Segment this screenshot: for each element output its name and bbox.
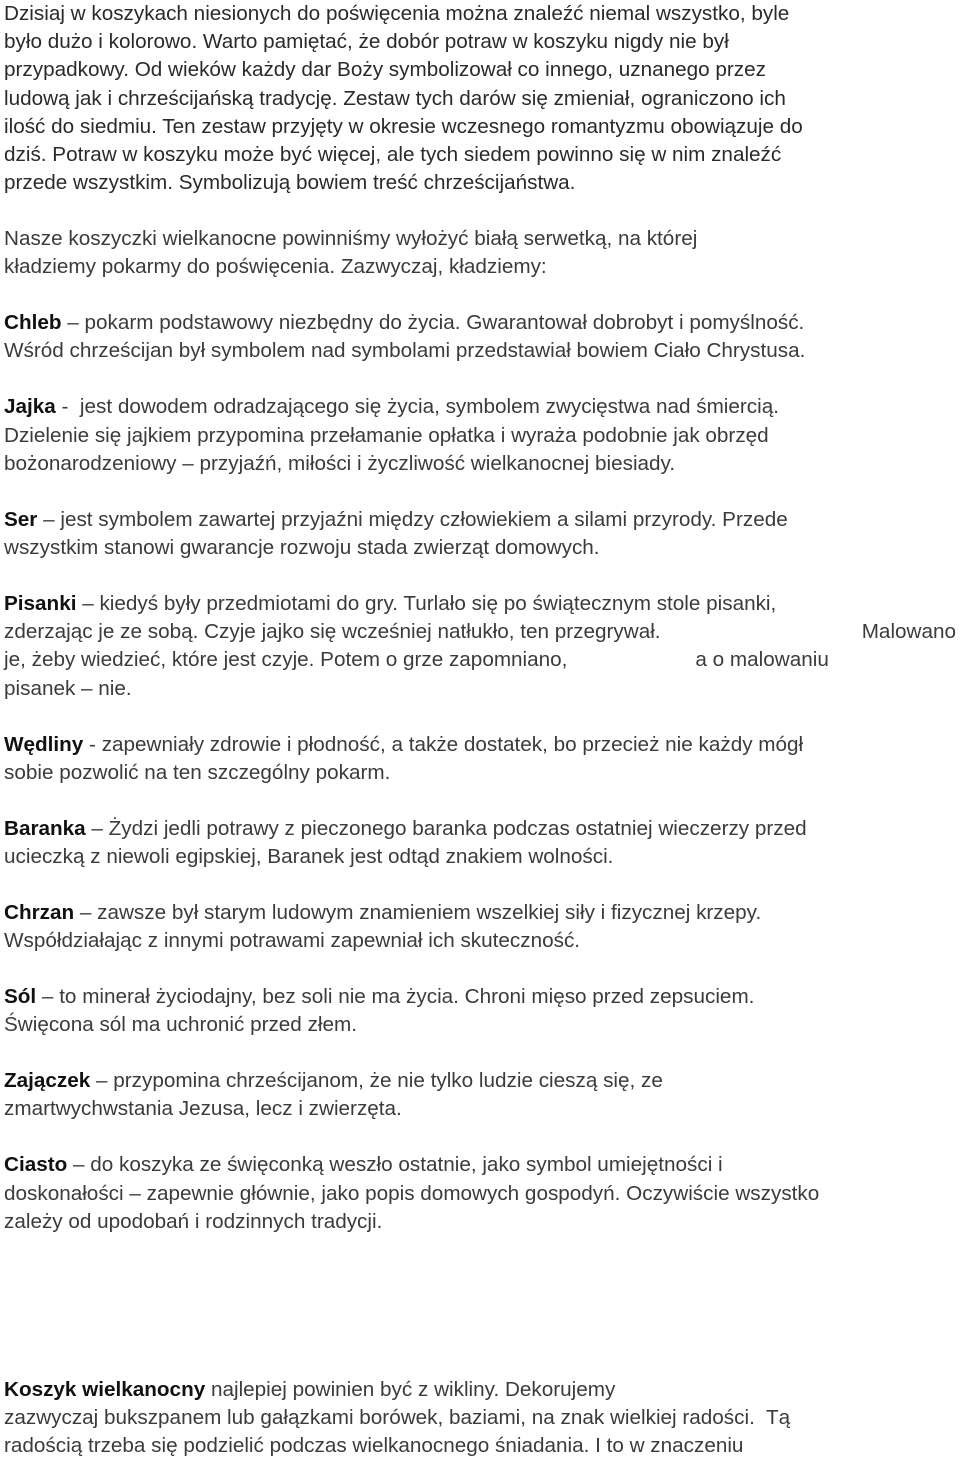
- text-line: dziś. Potraw w koszyku może być więcej, ale tych siedem powinno się w nim znaleźć: [4, 142, 782, 166]
- item-description: – Żydzi jedli potrawy z pieczonego baranka podczas ostatniej wieczerzy przed: [85, 816, 807, 840]
- paragraph-gap: [4, 366, 956, 394]
- item-term: Chleb: [4, 311, 62, 335]
- paragraph-gap: [4, 955, 956, 983]
- text-line: radością trzeba się podzielić podczas wielkanocnego śniadania. I to w znaczeniu: [4, 1434, 744, 1458]
- item-term: Chrzan: [4, 900, 75, 924]
- text-line: ucieczką z niewoli egipskiej, Baranek jest odtąd znakiem wolności.: [4, 844, 614, 868]
- item-description: - zapewniały zdrowie i płodność, a także dostatek, bo przecież nie każdy mógł: [83, 732, 804, 756]
- paragraph-gap: [4, 1124, 956, 1152]
- item-term: Koszyk wielkanocny: [4, 1377, 206, 1401]
- text-line: [4, 899, 956, 927]
- item-description: – kiedyś były przedmiotami do gry. Turlało się po świątecznym stole pisanki,: [76, 591, 777, 615]
- paragraph-gap: [4, 871, 956, 899]
- text-segment: zderzając je ze sobą. Czyje jajko się wcześniej natłukło, ten przegrywał.: [4, 620, 661, 644]
- document-page: [4, 0, 956, 1461]
- text-line: [4, 1067, 956, 1095]
- item-term: Zajączek: [4, 1069, 91, 1093]
- item-term: Ser: [4, 507, 38, 531]
- text-line: przede wszystkim. Symbolizują bowiem treść chrześcijaństwa.: [4, 171, 576, 195]
- text-line: [4, 983, 956, 1011]
- item-term: Jajka: [4, 395, 56, 419]
- item-description: – pokarm podstawowy niezbędny do życia. Gwarantował dobrobyt i pomyślność.: [61, 311, 805, 335]
- text-line: było dużo i kolorowo. Warto pamiętać, że dobór potraw w koszyku nigdy nie był: [4, 30, 729, 54]
- item-ser: [4, 506, 956, 562]
- intro-paragraph: [4, 0, 956, 197]
- item-description: najlepiej powinien być z wikliny. Dekorujemy: [205, 1377, 616, 1401]
- paragraph-gap: [4, 562, 956, 590]
- text-line: pisanek – nie.: [4, 676, 132, 700]
- item-wedliny: [4, 731, 956, 787]
- item-term: Baranka: [4, 816, 86, 840]
- text-line: [4, 815, 956, 843]
- text-line: Współdziałając z innymi potrawami zapewniał ich skuteczność.: [4, 929, 581, 953]
- text-line: [4, 618, 956, 646]
- text-line: [4, 1151, 956, 1179]
- text-line: Święcona sól ma uchronić przed złem.: [4, 1013, 357, 1037]
- item-description: – przypomina chrześcijanom, że nie tylko ludzie cieszą się, ze: [90, 1069, 663, 1093]
- item-term: Pisanki: [4, 591, 77, 615]
- item-term: Sól: [4, 985, 37, 1009]
- item-zajaczek: [4, 1067, 956, 1123]
- item-description: – to minerał życiodajny, bez soli nie ma życia. Chroni mięso przed zepsuciem.: [36, 985, 755, 1009]
- item-baranka: [4, 815, 956, 871]
- text-line: wszystkim stanowi gwarancje rozwoju stada zwierząt domowych.: [4, 536, 600, 559]
- text-line: doskonałości – zapewnie głównie, jako popis domowych gospodyń. Oczywiście wszystko: [4, 1181, 820, 1205]
- text-line: kładziemy pokarmy do poświęcenia. Zazwyczaj, kładziemy:: [4, 255, 547, 279]
- paragraph-gap: [4, 197, 956, 225]
- text-line: [4, 1376, 956, 1404]
- text-segment: a o malowaniu: [695, 648, 829, 672]
- text-line: Nasze koszyczki wielkanocne powinniśmy wyłożyć białą serwetką, na której: [4, 227, 698, 251]
- koszyk-paragraph: [4, 1376, 956, 1461]
- text-line: zależy od upodobań i rodzinnych tradycji.: [4, 1209, 383, 1233]
- text-line: [4, 646, 956, 674]
- paragraph-gap: [4, 281, 956, 309]
- paragraph-gap: [4, 478, 956, 506]
- item-description: – do koszyka ze święconką weszło ostatnie, jako symbol umiejętności i: [67, 1153, 723, 1177]
- item-chleb: [4, 309, 956, 365]
- item-term: Wędliny: [4, 732, 84, 756]
- paragraph-gap: [4, 787, 956, 815]
- text-line: bożonarodzeniowy – przyjaźń, miłości i życzliwość wielkanocnej biesiady.: [4, 451, 676, 475]
- item-pisanki: [4, 590, 956, 703]
- text-line: ludową jak i chrześcijańską tradycję. Zestaw tych darów się zmieniał, ograniczono ich: [4, 86, 786, 110]
- text-segment: Malowano: [861, 620, 956, 644]
- text-line: [4, 731, 956, 759]
- text-line: [4, 506, 956, 534]
- item-jajka: [4, 393, 956, 478]
- basket-intro-paragraph: [4, 225, 956, 281]
- text-line: [4, 590, 956, 618]
- item-term: Ciasto: [4, 1153, 68, 1177]
- item-description: - jest dowodem odradzającego się życia, symbolem zwycięstwa nad śmiercią.: [55, 395, 779, 419]
- item-ciasto: [4, 1151, 956, 1236]
- item-sol: [4, 983, 956, 1039]
- paragraph-gap: [4, 703, 956, 731]
- item-description: – jest symbolem zawartej przyjaźni między człowiekiem a silami przyrody. Przede: [37, 507, 788, 531]
- item-chrzan: [4, 899, 956, 955]
- section-gap: [4, 1236, 956, 1376]
- text-line: przypadkowy. Od wieków każdy dar Boży symbolizował co innego, uznanego przez: [4, 58, 766, 82]
- text-line: zmartwychwstania Jezusa, lecz i zwierzęta.: [4, 1097, 402, 1121]
- text-line: Wśród chrześcijan był symbolem nad symbolami przedstawiał bowiem Ciało Chrystusa.: [4, 339, 806, 363]
- text-line: Dzielenie się jajkiem przypomina przełamanie opłatka i wyraża podobnie jak obrzęd: [4, 423, 769, 447]
- text-line: ilość do siedmiu. Ten zestaw przyjęty w okresie wczesnego romantyzmu obowiązuje do: [4, 114, 803, 138]
- text-line: [4, 393, 956, 421]
- text-line: sobie pozwolić na ten szczególny pokarm.: [4, 760, 391, 784]
- text-segment: je, żeby wiedzieć, które jest czyje. Potem o grze zapomniano,: [4, 648, 568, 672]
- text-line: zazwyczaj bukszpanem lub gałązkami borówek, baziami, na znak wielkiej radości. Tą: [4, 1406, 791, 1430]
- text-line: Dzisiaj w koszykach niesionych do poświęcenia można znaleźć niemal wszystko, byle: [4, 2, 790, 25]
- paragraph-gap: [4, 1039, 956, 1067]
- text-line: [4, 309, 956, 337]
- item-description: – zawsze był starym ludowym znamieniem wszelkiej siły i fizycznej krzepy.: [74, 900, 762, 924]
